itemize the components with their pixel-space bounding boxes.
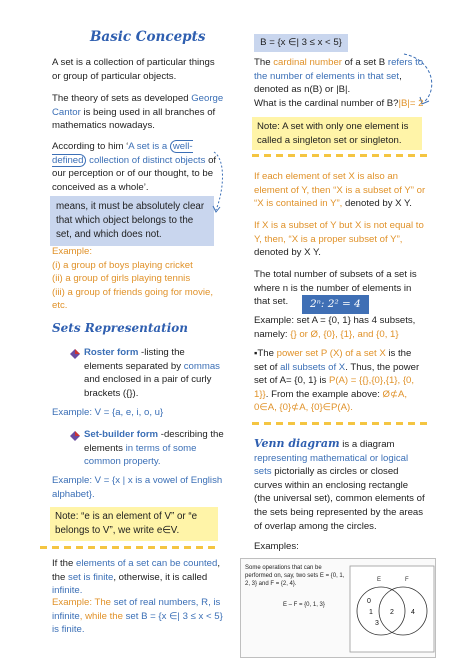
venn-example-image	[240, 558, 436, 658]
roster-text-c: and enclosed in a pair of curly brackets ({}).	[84, 374, 212, 399]
roster-commas: commas	[183, 360, 220, 372]
builder-text-b: in terms of some common property.	[84, 442, 197, 468]
proper-text-b: denoted by X Y.	[254, 247, 321, 259]
cantor-text-a: The theory of sets as developed	[52, 93, 192, 104]
subset-text-b: denoted by X Y.	[345, 198, 412, 210]
definition-paragraph	[52, 140, 224, 194]
note-element-highlight	[50, 507, 218, 541]
diamond-bullet-icon	[70, 431, 80, 441]
examples-label: Examples:	[254, 541, 299, 552]
venn-value: 3	[375, 620, 379, 627]
total-example-subsets: {} or Ø, {0}, {1}, and {0, 1}	[290, 328, 399, 340]
power-text-f: P(A) = {{},{0},{1}, {0, 1}}	[254, 375, 415, 400]
roster-label: Roster form	[84, 347, 139, 358]
cantor-paragraph	[52, 92, 224, 133]
subset-paragraph	[254, 170, 426, 211]
roster-paragraph	[84, 346, 224, 400]
finite-text-b: elements of a set can be counted	[76, 558, 218, 569]
venn-value: 0	[367, 598, 371, 605]
card-text-d: refers to the number of elements in that set	[254, 57, 424, 82]
cardinal-paragraph	[254, 56, 426, 110]
total-example-text: Example: set A = {0, 1} has 4 subsets, namely:	[254, 315, 416, 340]
venn-label-f: F	[405, 577, 409, 583]
venn-title: Venn diagram	[254, 437, 340, 450]
roster-example: Example: V = {a, e, i, o, u}	[52, 407, 164, 418]
proper-text-a: If X is a subset of Y but X is not equal to Y, then, “X is a proper subset of Y”,	[254, 220, 424, 245]
power-text-b: power set P (X) of a set X	[276, 348, 386, 359]
venn-text-b: representing mathematical or logical sets	[254, 452, 409, 478]
example-item: (i) a group of boys playing cricket	[52, 259, 193, 271]
diamond-bullet-icon	[70, 349, 80, 359]
real-text-c: , while the	[79, 610, 126, 622]
total-example	[254, 314, 426, 341]
example-item: (ii) a group of girls playing tennis	[52, 273, 191, 285]
singleton-text: Note: A set with only one element is called a singleton set or singleton.	[257, 121, 409, 146]
finite-text-a: If the	[52, 558, 76, 569]
venn-text-c: pictorially as circles or closed curves within an enclosing rectangle (the universal set), common elements of the sets being represented by the areas of overlap among the circles.	[254, 466, 425, 532]
real-text-d: set B = {x ∈| 3 ≤ x < 5} is finite.	[52, 610, 223, 636]
def-text-d: collection of distinct objects	[86, 154, 206, 166]
card-answer: |B|= 2	[398, 97, 424, 109]
venn-value: 4	[411, 609, 415, 616]
power-text-d: all subsets of X	[280, 361, 346, 373]
venn-text-a: is a diagram	[339, 439, 395, 450]
divider-dashes	[252, 154, 432, 157]
card-text-c: of a set B	[342, 57, 388, 68]
cantor-name: George Cantor	[52, 93, 224, 118]
page-title: Basic Concepts	[90, 29, 206, 45]
power-text-e: . Thus, the power set of A= {0, 1} is	[254, 361, 420, 387]
builder-paragraph	[84, 428, 224, 469]
real-text-b: set of real numbers, R, is infinite	[52, 597, 221, 622]
curve-arrow-icon	[206, 150, 228, 220]
def-text-e: of our perception or of our thought, to be conceived as a whole’.	[52, 154, 217, 193]
card-text-b: cardinal number	[273, 57, 342, 68]
intro-paragraph	[52, 56, 222, 83]
def-well-defined: well-defined	[52, 141, 193, 166]
def-text-a: According to him ‘	[52, 141, 129, 152]
means-highlight	[50, 196, 214, 246]
cantor-text-b: is being used in all branches of mathematics nowadays.	[52, 106, 216, 132]
note-element-text: Note: “e is an element of V” or “e belongs to V”, we write e∈V.	[55, 511, 198, 536]
venn-value: 2	[390, 609, 394, 616]
venn-diagram	[349, 565, 435, 653]
builder-label: Set-builder form	[84, 429, 159, 440]
venn-description: Some operations that can be performed on, say, two sets E = {0, 1, 2, 3} and F = {2, 4}.	[245, 565, 345, 588]
example-item: (iii) a group of friends going for movie, etc.	[52, 286, 214, 312]
power-set-paragraph	[254, 347, 426, 415]
divider-dashes	[40, 546, 220, 549]
finite-text-d: set is finite	[68, 571, 114, 583]
set-b-box	[254, 34, 348, 52]
real-text-a: Example: The	[52, 597, 114, 608]
total-text: The total number of subsets of a set is where n is the number of elements in that set.	[254, 269, 417, 308]
real-numbers-paragraph	[52, 596, 224, 637]
venn-paragraph	[254, 436, 426, 533]
power-text-c: is the set of	[254, 348, 412, 373]
card-question: What is the cardinal number of B?	[254, 97, 399, 109]
power-text-g: . From the example above:	[265, 388, 383, 400]
set-b-text: B = {x ∈| 3 ≤ x < 5}	[260, 37, 342, 48]
intro-text: A set is a collection of particular things or group of particular objects.	[52, 57, 215, 82]
proper-subset-paragraph	[254, 219, 426, 260]
venn-label-e: E	[377, 577, 382, 583]
builder-example: Example: V = {x | x is a vowel of English alphabet}.	[52, 475, 223, 500]
power-text-h: Ø⊄A, 0∈A, {0}⊄A, {0}∈P(A).	[254, 388, 408, 414]
finite-text-f: infinite.	[52, 585, 83, 597]
def-text-b: A set is a	[128, 141, 170, 152]
card-text-a: The	[254, 57, 274, 68]
finite-text-e: , otherwise, it is called	[113, 571, 208, 583]
card-text-e: , denoted as n(B) or |B|.	[254, 70, 402, 96]
builder-text-a: -describing the elements	[84, 429, 224, 454]
finite-text-c: , the	[52, 558, 221, 583]
venn-value: 1	[369, 609, 373, 616]
singleton-highlight	[252, 117, 422, 150]
power-text-a: ▪The	[254, 348, 277, 359]
means-text: means, it must be absolutely clear that which object belongs to the set, and which does not.	[56, 201, 205, 240]
divider-dashes	[252, 422, 432, 425]
examples-block	[52, 245, 224, 313]
power-formula: 2ⁿ: 2² = 4	[302, 295, 369, 314]
venn-difference: E – F = {0, 1, 3}	[283, 602, 325, 608]
finite-paragraph	[52, 557, 224, 598]
example-label: Example:	[52, 246, 92, 257]
section-title-representation: Sets Representation	[52, 321, 188, 335]
subset-text-a: If each element of set X is also an element of Y, then “X is a subset of Y” or “X is contained in Y”,	[254, 171, 426, 210]
roster-text-a: -listing the elements separated by	[84, 347, 185, 372]
